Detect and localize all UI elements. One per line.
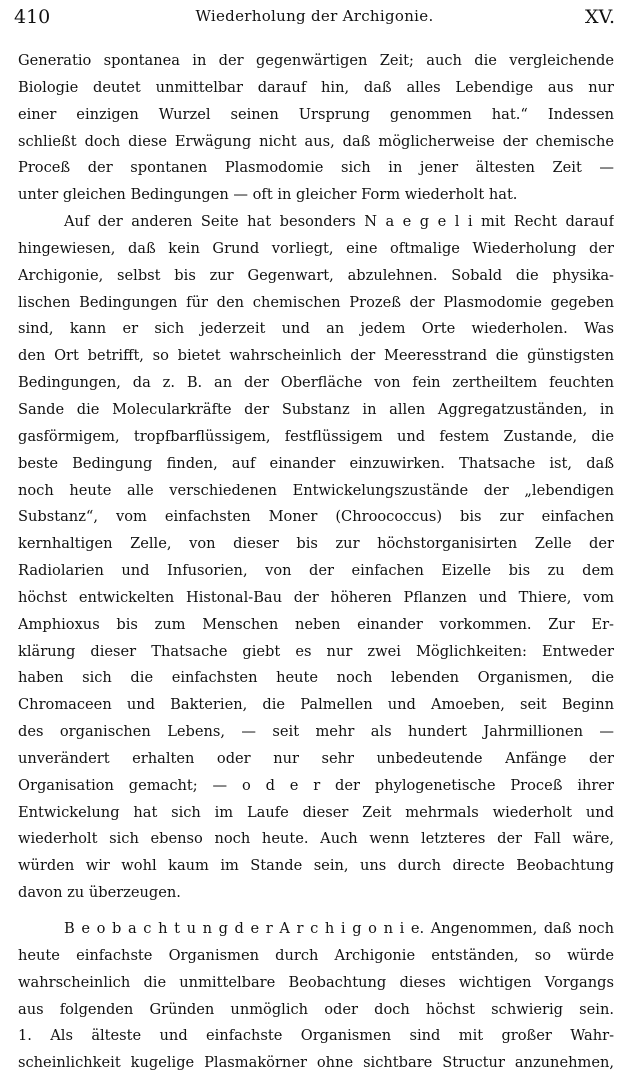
text-line: klärung dieser Thatsache giebt es nur zwei Möglichkeiten: Entweder — [18, 642, 614, 660]
text-line: Substanz“, vom einfachsten Moner (Chroococcus) bis zur einfachen — [18, 508, 614, 526]
text-line: wahrscheinlich die unmittelbare Beobachtung dieses wichtigen Vorgangs — [18, 973, 614, 991]
text-line: Chromaceen und Bakterien, die Palmellen und Amoeben, seit Beginn — [18, 696, 614, 714]
text-line: Biologie deutet unmittelbar darauf hin, daß alles Lebendige aus nur — [18, 78, 614, 96]
text-line: noch heute alle verschiedenen Entwickelungszustände der „lebendigen — [18, 481, 614, 499]
text-line: lischen Bedingungen für den chemischen Prozeß der Plasmodomie gegeben — [18, 293, 614, 311]
text-line: scheinlichkeit kugelige Plasmakörner ohne sichtbare Structur anzunehmen, — [18, 1054, 614, 1072]
text-line: Radiolarien und Infusorien, von der einfachen Eizelle bis zu dem — [18, 562, 614, 580]
text-line: haben sich die einfachsten heute noch lebenden Organismen, die — [18, 669, 614, 687]
text-line: höchst entwickelten Histonal-Bau der höheren Pflanzen und Thiere, vom — [18, 588, 614, 606]
text-line: kernhaltigen Zelle, von dieser bis zur höchstorganisirten Zelle der — [18, 535, 614, 553]
text-line: einer einzigen Wurzel seinen Ursprung genommen hat.“ Indessen — [18, 105, 614, 123]
text-line: wiederholt sich ebenso noch heute. Auch wenn letzteres der Fall wäre, — [18, 830, 614, 848]
running-title: Wiederholung der Archigonie. — [195, 7, 434, 25]
text-line: Amphioxus bis zum Menschen neben einander vorkommen. Zur Er- — [18, 615, 614, 633]
text-line: unverändert erhalten oder nur sehr unbedeutende Anfänge der — [18, 749, 614, 767]
text-line: heute einfachste Organismen durch Archigonie entständen, so würde — [18, 946, 614, 964]
text-line: unter gleichen Bedingungen — oft in gleicher Form wiederholt hat. — [18, 186, 518, 204]
text-line: des organischen Lebens, — seit mehr als hundert Jahrmillionen — — [18, 723, 614, 741]
text-line: beste Bedingung finden, auf einander einzuwirken. Thatsache ist, daß — [18, 454, 614, 472]
text-line: würden wir wohl kaum im Stande sein, uns durch directe Beobachtung — [18, 857, 614, 875]
body-text — [18, 48, 614, 1077]
text-line: Bedingungen, da z. B. an der Oberfläche von fein zertheiltem feuchten — [18, 374, 614, 392]
page-header — [14, 6, 615, 36]
section-heading-line: B e o b a c h t u n g d e r A r c h i g o n i e. Angenommen, daß noch — [64, 920, 614, 937]
text-line: davon zu überzeugen. — [18, 884, 181, 902]
text-line: 1. Als älteste und einfachste Organismen sind mit großer Wahr- — [18, 1027, 614, 1045]
text-line: Organisation gemacht; — o d e r der phylogenetische Proceß ihrer — [18, 776, 614, 794]
text-line: schließt doch diese Erwägung nicht aus, daß möglicherweise der chemische — [18, 132, 614, 150]
text-line: aus folgenden Gründen unmöglich oder doch höchst schwierig sein. — [18, 1000, 614, 1018]
text-line: den Ort betrifft, so bietet wahrscheinlich der Meeresstrand die günstigsten — [18, 347, 614, 365]
text-line: gasförmigem, tropfbarflüssigem, festflüssigem und festem Zustande, die — [18, 427, 614, 445]
text-line: Sande die Molecularkräfte der Substanz in allen Aggregatzuständen, in — [18, 400, 614, 418]
text-line: Generatio spontanea in der gegenwärtigen Zeit; auch die vergleichende — [18, 52, 614, 69]
paragraph-start-line: Auf der anderen Seite hat besonders N a e g e l i mit Recht darauf — [64, 213, 614, 231]
chapter-number: XV. — [585, 6, 615, 28]
text-line: Archigonie, selbst bis zur Gegenwart, abzulehnen. Sobald die physika- — [18, 266, 614, 284]
text-line: sind, kann er sich jederzeit und an jedem Orte wiederholen. Was — [18, 320, 614, 338]
text-line: Entwickelung hat sich im Laufe dieser Zeit mehrmals wiederholt und — [18, 803, 614, 821]
text-line: hingewiesen, daß kein Grund vorliegt, eine oftmalige Wiederholung der — [18, 239, 614, 257]
page-number: 410 — [14, 6, 51, 28]
text-line: Proceß der spontanen Plasmodomie sich in jener ältesten Zeit — — [18, 159, 614, 177]
